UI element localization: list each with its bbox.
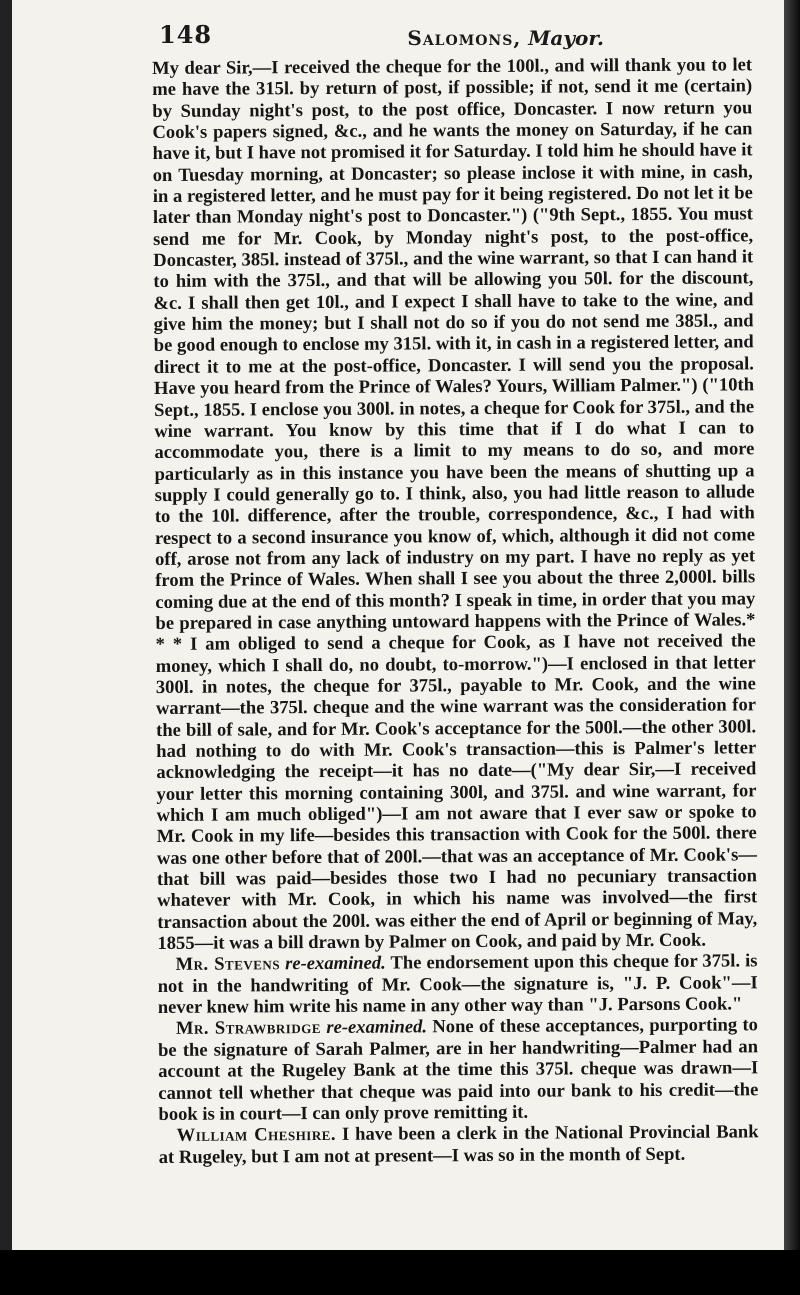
page-number: 148 [159, 20, 213, 49]
page-right-edge [784, 0, 800, 1295]
book-gutter [0, 0, 12, 1295]
speaker-name: Mr. Strawbridge [175, 1017, 322, 1040]
speaker-tag: re-examined. [285, 953, 386, 975]
running-head-role: Mayor. [528, 26, 604, 50]
paragraph-text: I have been a clerk in the National Provincial Bank at Rugeley, but I am not at present—I was so in the month of Sept. [158, 1121, 759, 1168]
paragraph-cheshire [159, 1122, 759, 1168]
speaker-tag: re-examined. [326, 1016, 428, 1039]
paragraph-stevens [157, 951, 757, 1019]
paragraph-text: The endorsement upon this cheque for 375l. is not in the handwriting of Mr. Cook—the signature is, "J. P. Cook"—I never knew him write his name in any other way than "J. Parsons Cook." [157, 950, 758, 1019]
paragraph-strawbridge [158, 1015, 759, 1125]
paragraph-text: My dear Sir,—I received the cheque for the 100l., and will thank you to let me have the 315l. by return of post, if possible; if not, send it me (certain) by Sunday night's post, to the post office, Doncaster. I now return you Cook's papers signed, &c., and he wants the money on Saturday, if he can have it, but I have not promised it for Saturday. I told him he should have it on Tuesday morning, at Doncaster; so please inclose it with mine, in cash, in a registered letter, and he must pay for it being registered. Do not let it be later than Monday night's post to Doncaster.") ("9th Sept., 1855. You must send me for Mr. Cook, by Monday night's post, to the post-office, Doncaster, 385l. instead of 375l., and the wine warrant, so that I can hand it to him with the 375l., and that will be allowing you 50l. for the discount, &c. I shall then get 10l., and I expect I shall have to take to the wine, and give him the money; but I shall not do so if you do not send me 385l., and be good enough to enclose my 315l. with it, in cash in a registered letter, and direct it to me at the post-office, Doncaster. I will send you the proposal. Have you heard from the Prince of Wales? Yours, William Palmer.") ("10th Sept., 1855. I enclose you 300l. in notes, a cheque for Cook for 375l., and the wine warrant. You know by this time that if I do what I can to accommodate you, there is a limit to my means to do so, and more particularly as in this instance you have been the means of shutting up a supply I could generally go to. I think, also, you had little reason to allude to the 10l. difference, after the trouble, correspondence, &c., I had with respect to a second insurance you know of, which, although it did not come off, arose not from any lack of industry on my part. I have no reply as yet from the Prince of Wales. When shall I see you about the three 2,000l. bills coming due at the end of this month? I speak in time, in order that you may be prepared in case anything untoward happens with the Prince of Wales.* * * I am obliged to send a cheque for Cook, as I have not received the money, which I shall do, no doubt, to-morrow.")—I enclosed in that letter 300l. in notes, the cheque for 375l., payable to Mr. Cook, and the wine warrant—the 375l. cheque and the wine warrant was the consideration for the bill of sale, and for Mr. Cook's acceptance for the 500l.—the other 300l. had nothing to do with Mr. Cook's transaction—this is Palmer's letter acknowledging the receipt—it has no date—("My dear Sir,—I received your letter this morning containing 300l, and 375l. and wine warrant, for which I am much obliged")—I am not aware that I ever saw or spoke to Mr. Cook in my life—besides this transaction with Cook for the 500l. there was one other before that of 200l.—that was an acceptance of Mr. Cook's—that bill was paid—besides those two I had no pecuniary transaction whatever with Mr. Cook, in which his name was involved—the first transaction about the 200l. was either the end of April or beginning of May, 1855—it was a bill drawn by Palmer on Cook, and paid by Mr. Cook. [152, 54, 758, 955]
speaker-name: Mr. Stevens [175, 953, 281, 976]
book-page [12, 0, 784, 1250]
running-head-name: Salomons, [407, 26, 522, 50]
scan-bottom-border [0, 1250, 800, 1295]
page-header [159, 20, 754, 50]
paragraph-letters [152, 54, 757, 954]
running-head [407, 26, 604, 50]
page-body [152, 54, 759, 1168]
speaker-name: William Cheshire. [176, 1124, 337, 1147]
paragraph-text: None of these acceptances, purporting to be the signature of Sarah Palmer, are in her handwriting—Palmer had an account at the Rugeley Bank at the time this 375l. cheque was drawn—I cannot tell whether that cheque was paid into our bank to his credit—the book is in court—I can only prove remitting it. [157, 1014, 759, 1125]
